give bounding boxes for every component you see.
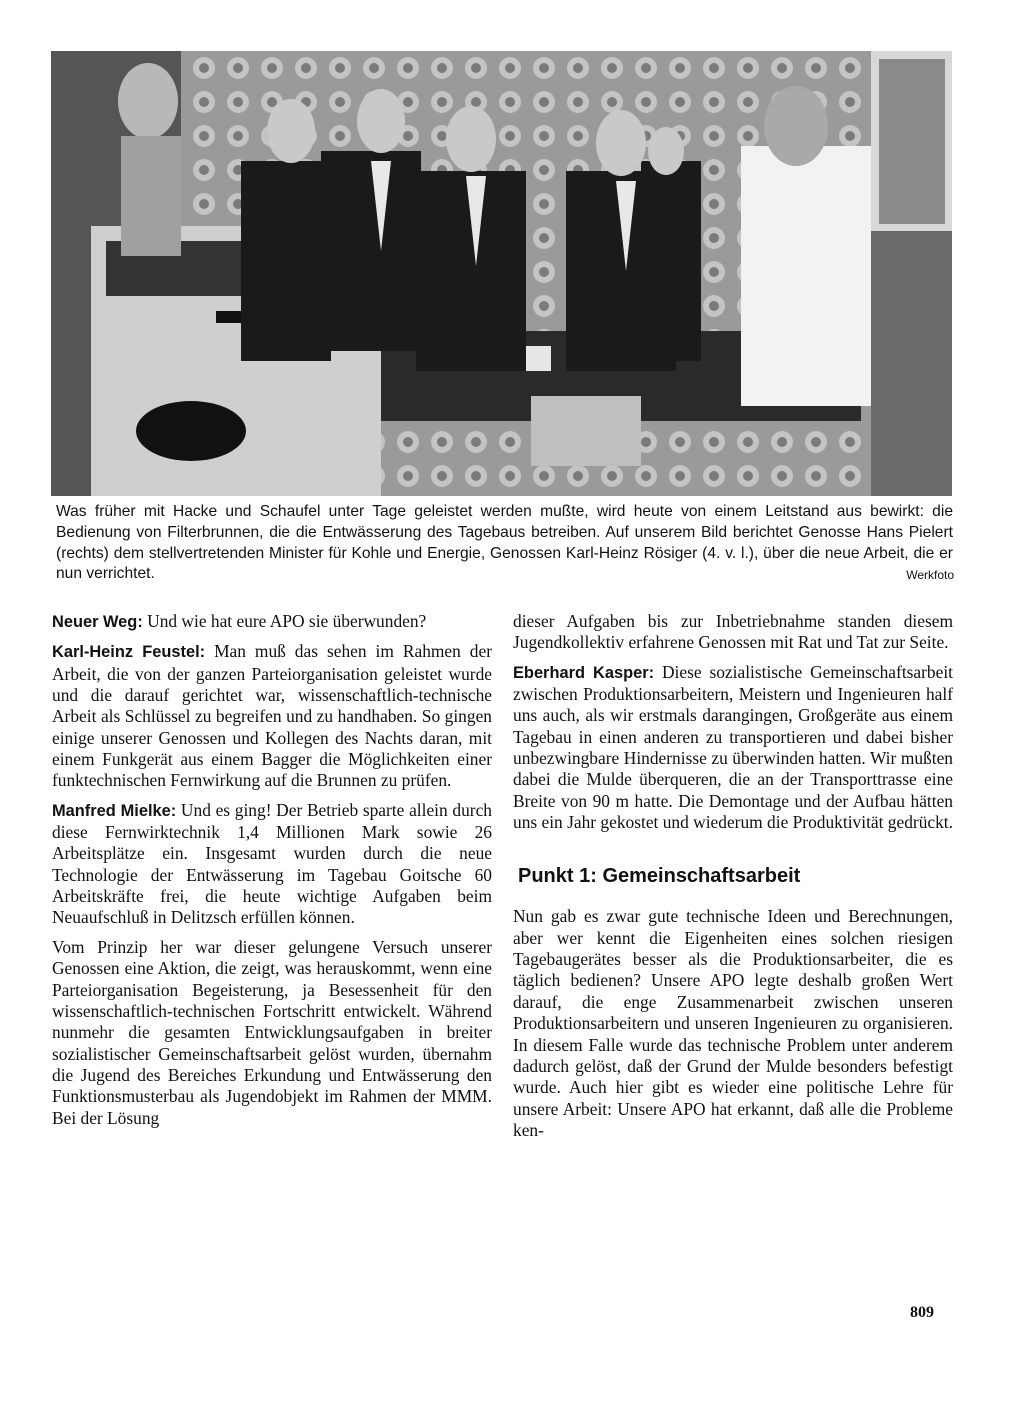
speaker-name: Karl-Heinz Feustel: bbox=[52, 643, 206, 662]
paragraph-text: Diese sozialistische Gemeinschaftsarbeit zwischen Produktionsarbeitern, Meistern und Ingenieuren half uns auch, als wir erstmals darangingen, Großgeräte aus einem Tagebau in einen anderen zu transportieren und dabei bisher unbezwingbare Hindernisse zu überwinden hatten. Wir mußten dabei die Mulde überqueren, die an der Transporttrasse eine Breite von 90 m hatte. Die Demontage und der Aufbau hätten uns ein Jahr gekostet und wiederum die Produktivität gedrückt. bbox=[513, 661, 954, 833]
speaker-name: Eberhard Kasper: bbox=[513, 663, 655, 682]
paragraph-text: dieser Aufgaben bis zur Inbetriebnahme standen diesem Jugendkollektiv erfahrene Genossen mit Rat und Tat zur Seite. bbox=[513, 611, 953, 653]
paragraph-text: Man muß das sehen im Rahmen der Arbeit, die von der ganzen Parteiorganisation geleistet wurde und die darauf gerichtet war, wissenschaftlich-technische Arbeit als Schlüssel zu begreifen und zu handhaben. So gingen einige unserer Genossen und Kollegen des Nachts daran, mit einem Funkgerät aus einem Bagger die Möglichkeiten einer funktechnischen Fernwirkung auf die Brunnen zu prüfen. bbox=[52, 641, 493, 791]
right-column bbox=[513, 611, 953, 1149]
section-heading: Punkt 1: Gemeinschaftsarbeit bbox=[518, 865, 801, 888]
paragraph bbox=[513, 906, 953, 1141]
left-column bbox=[52, 611, 492, 1137]
speaker-name: Manfred Mielke: bbox=[52, 801, 177, 820]
photo-credit: Werkfoto bbox=[906, 568, 954, 582]
paragraph bbox=[513, 662, 953, 834]
paragraph bbox=[52, 937, 492, 1129]
paragraph bbox=[52, 641, 492, 791]
article-photo bbox=[51, 51, 952, 496]
photo-caption bbox=[56, 502, 953, 585]
paragraph bbox=[513, 611, 953, 654]
speaker-name: Neuer Weg: bbox=[52, 613, 143, 631]
paragraph bbox=[52, 611, 492, 633]
paragraph-text: Und es ging! Der Betrieb sparte allein durch diese Fernwirktechnik 1,4 Millionen Mark sowie 26 Arbeitsplätze ein. Insgesamt wurden durch die neue Technologie der Entwässerung im Tagebau Goitsche 60 Arbeitskräfte frei, die heute wichtige Aufgaben beim Neuaufschluß in Delitzsch erfüllen können. bbox=[52, 799, 492, 928]
paragraph-text: Und wie hat eure APO sie überwunden? bbox=[142, 611, 427, 631]
paragraph-text: Vom Prinzip her war dieser gelungene Versuch unserer Genossen eine Aktion, die zeigt, was herauskommt, wenn eine Parteiorganisation Begeisterung, ja Besessenheit für den wissenschaftlich-technischen Fortschritt entwickelt. Während nunmehr die gesamten Entwicklungsaufgaben in breiter sozialistischer Gemeinschaftsarbeit gelöst wurden, übernahm die Jugend des Bereiches Erkundung und Entwässerung den Funktionsmusterbau als Jugendobjekt im Rahmen der MMM. Bei der Lösung bbox=[52, 936, 492, 1128]
page-number: 809 bbox=[910, 1304, 934, 1321]
paragraph bbox=[52, 800, 492, 929]
paragraph-text: Nun gab es zwar gute technische Ideen und Berechnungen, aber wer kennt die Eigenheiten eines solchen riesigen Tagebaugerätes besser als die Produktionsarbeiter, die es täglich bedienen? Unsere APO legte deshalb großen Wert darauf, die enge Zusammenarbeit zwischen unseren Produktionsarbeitern und unseren Ingenieuren zu organisieren. In diesem Falle wurde das technische Problem unter anderem dadurch gelöst, daß der Grund der Mulde besonders befestigt wurde. Auch hier gibt es wieder eine politische Lehre für unsere Arbeit: Unsere APO hat erkannt, daß alle die Probleme ken- bbox=[513, 906, 953, 1140]
caption-text: Was früher mit Hacke und Schaufel unter Tage geleistet werden mußte, wird heute von einem Leitstand aus bewirkt: die Bedienung von Filterbrunnen, die die Entwässerung des Tagebaus betreiben. Auf unserem Bild berichtet Genosse Hans Pielert (rechts) dem stellvertretenden Minister für Kohle und Energie, Genossen Karl-Heinz Rösiger (4. v. l.), über die neue Arbeit, die er nun verrichtet. bbox=[56, 503, 953, 583]
photo-icon bbox=[51, 51, 952, 496]
